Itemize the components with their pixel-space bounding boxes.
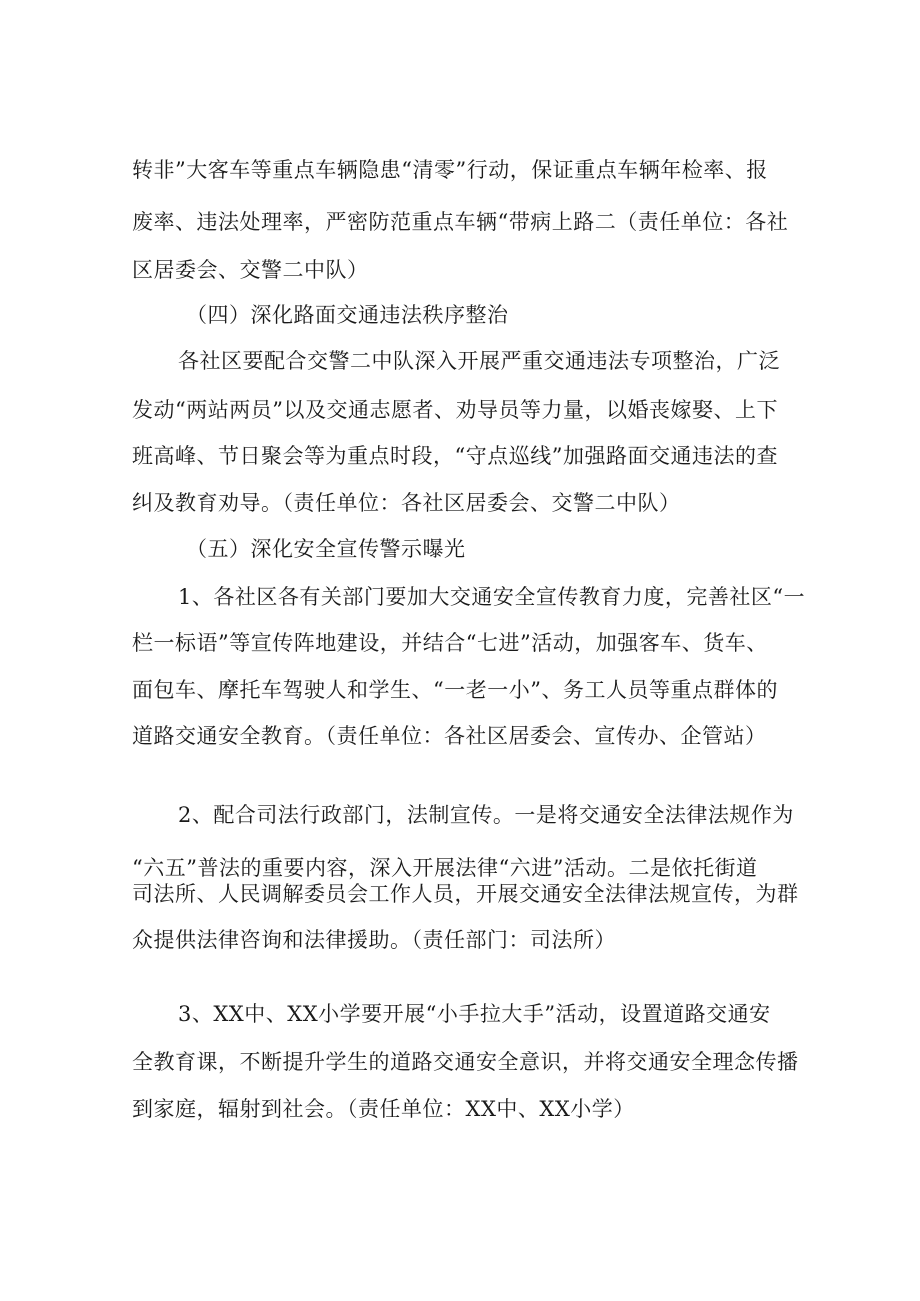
list-item-line: 1、各社区各有关部门要加大交通安全宣传教育力度，完善社区“一 xyxy=(178,585,806,609)
list-item-line: 栏一标语”等宣传阵地建设，并结合“七进”活动，加强客车、货车、 xyxy=(132,631,768,655)
paragraph-line: 纠及教育劝导。（责任单位：各社区居委会、交警二中队） xyxy=(132,491,681,515)
section-heading-5: （五）深化安全宣传警示曝光 xyxy=(186,537,466,561)
list-item-line: 3、XX中、XX小学要开展“小手拉大手”活动，设置道路交通安 xyxy=(178,1002,771,1026)
list-item-line: 道路交通安全教育。（责任单位：各社区居委会、宣传办、企管站） xyxy=(132,724,767,748)
list-item-line: 2、配合司法行政部门，法制宣传。一是将交通安全法律法规作为 xyxy=(178,803,794,827)
list-item-line: “六五”普法的重要内容，深入开展法律“六进”活动。二是依托街道 xyxy=(132,856,758,880)
paragraph-line: 转非”大客车等重点车辆隐患“清零”行动，保证重点车辆年检率、报 xyxy=(132,158,768,182)
paragraph-line: 发动“两站两员”以及交通志愿者、劝导员等力量，以婚丧嫁娶、上下 xyxy=(132,398,778,422)
section-heading-4: （四）深化路面交通违法秩序整治 xyxy=(186,303,509,327)
paragraph-line: 班高峰、节日聚会等为重点时段，“守点巡线”加强路面交通违法的查 xyxy=(132,444,778,468)
paragraph-line: 区居委会、交警二中队） xyxy=(132,258,369,282)
list-item-line: 面包车、摩托车驾驶人和学生、“一老一小”、务工人员等重点群体的 xyxy=(132,678,778,702)
paragraph-line: 各社区要配合交警二中队深入开展严重交通违法专项整治，广泛 xyxy=(178,349,780,373)
list-item-line: 全教育课，不断提升学生的道路交通安全意识，并将交通安全理念传播 xyxy=(132,1050,799,1074)
paragraph-line: 废率、违法处理率，严密防范重点车辆“带病上路二（责任单位：各社 xyxy=(132,210,789,234)
list-item-line: 到家庭，辐射到社会。（责任单位：XX中、XX小学） xyxy=(132,1097,635,1121)
list-item-line: 众提供法律咨询和法律援助。（责任部门：司法所） xyxy=(132,928,616,952)
list-item-line: 司法所、人民调解委员会工作人员，开展交通安全法律法规宣传，为群 xyxy=(132,882,799,906)
